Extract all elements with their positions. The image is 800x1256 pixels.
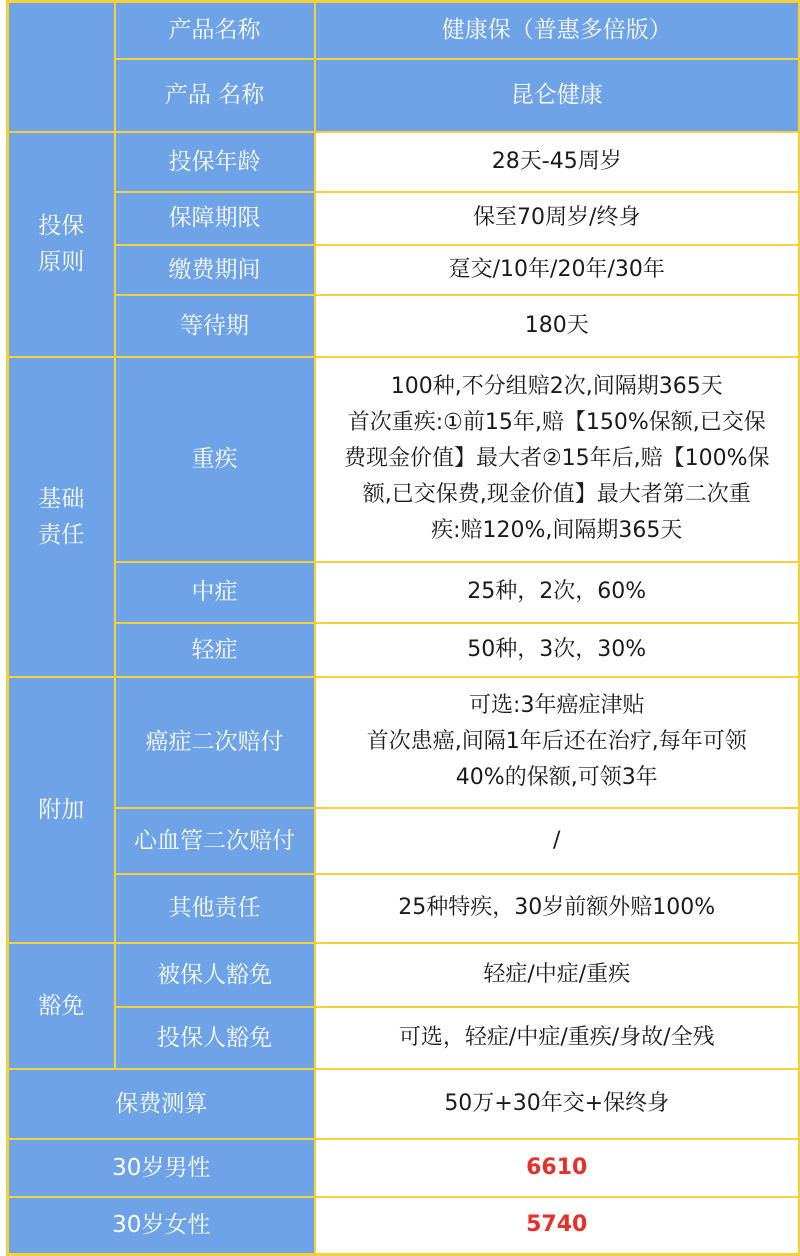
table-row	[8, 562, 800, 623]
row-value-insured-waiver: 轻症/中症/重疾	[315, 943, 800, 1007]
row-label-other: 其他责任	[115, 874, 315, 943]
value-line: 可选:3年癌症津贴	[469, 693, 645, 718]
row-label-cardio-second: 心血管二次赔付	[115, 808, 315, 874]
table-row	[8, 1197, 800, 1255]
header-row-company	[8, 59, 800, 132]
row-value-age: 28天-45周岁	[315, 132, 800, 192]
group-label-line: 原则	[38, 249, 85, 275]
premium-female-label: 30岁女性	[8, 1197, 315, 1255]
header-value-product-name: 健康保（普惠多倍版）	[315, 2, 800, 59]
row-label-payment: 缴费期间	[115, 245, 315, 295]
premium-male-value: 6610	[315, 1139, 800, 1197]
row-label-waiting: 等待期	[115, 295, 315, 357]
table-row	[8, 1139, 800, 1197]
value-line: 额,已交保费,现金价值】最大者第二次重	[362, 482, 751, 507]
table-row	[8, 943, 800, 1007]
table-row	[8, 1069, 800, 1139]
row-value-moderate: 25种，2次，60%	[315, 562, 800, 623]
row-value-payment: 趸交/10年/20年/30年	[315, 245, 800, 295]
row-value-other: 25种特疾，30岁前额外赔100%	[315, 874, 800, 943]
table-row	[8, 245, 800, 295]
premium-value: 50万+30年交+保终身	[315, 1069, 800, 1139]
row-value-cardio-second: /	[315, 808, 800, 874]
header-row-product-name	[8, 2, 800, 59]
table-row	[8, 357, 800, 562]
row-label-mild: 轻症	[115, 623, 315, 677]
header-blank-cell	[8, 2, 115, 132]
table-row	[8, 677, 800, 808]
group-label-line: 投保	[38, 213, 85, 239]
premium-female-value: 5740	[315, 1197, 800, 1255]
group-label-waiver: 豁免	[8, 943, 115, 1069]
value-line: 疾:赔120%,间隔期365天	[431, 518, 683, 543]
row-label-critical: 重疾	[115, 357, 315, 562]
value-line: 费现金价值】最大者②15年后,赔【100%保	[343, 446, 770, 471]
group-label-addon: 附加	[8, 677, 115, 943]
row-label-moderate: 中症	[115, 562, 315, 623]
row-label-age: 投保年龄	[115, 132, 315, 192]
premium-label: 保费测算	[8, 1069, 315, 1139]
value-line: 40%的保额,可领3年	[455, 765, 658, 790]
table-row	[8, 295, 800, 357]
value-line: 首次重疾:①前15年,赔【150%保额,已交保	[347, 410, 766, 435]
value-line: 100种,不分组赔2次,间隔期365天	[390, 374, 723, 399]
table-row	[8, 874, 800, 943]
row-value-term: 保至70周岁/终身	[315, 192, 800, 245]
row-label-applicant-waiver: 投保人豁免	[115, 1007, 315, 1069]
header-label-product-name: 产品名称	[115, 2, 315, 59]
header-value-company: 昆仑健康	[315, 59, 800, 132]
header-label-company: 产品 名称	[115, 59, 315, 132]
row-value-waiting: 180天	[315, 295, 800, 357]
row-value-cancer-second	[315, 677, 800, 808]
group-label-enrollment	[8, 132, 115, 357]
table-row	[8, 192, 800, 245]
table-row	[8, 1007, 800, 1069]
row-value-applicant-waiver: 可选，轻症/中症/重疾/身故/全残	[315, 1007, 800, 1069]
row-value-critical	[315, 357, 800, 562]
group-label-basic	[8, 357, 115, 677]
row-label-term: 保障期限	[115, 192, 315, 245]
product-table	[6, 0, 800, 1256]
table-row	[8, 808, 800, 874]
row-label-insured-waiver: 被保人豁免	[115, 943, 315, 1007]
table-row	[8, 132, 800, 192]
group-label-line: 基础	[38, 485, 85, 512]
row-label-cancer-second: 癌症二次赔付	[115, 677, 315, 808]
premium-male-label: 30岁男性	[8, 1139, 315, 1197]
table-row	[8, 623, 800, 677]
group-label-line: 责任	[38, 521, 85, 548]
row-value-mild: 50种，3次，30%	[315, 623, 800, 677]
value-line: 首次患癌,间隔1年后还在治疗,每年可领	[366, 729, 747, 754]
